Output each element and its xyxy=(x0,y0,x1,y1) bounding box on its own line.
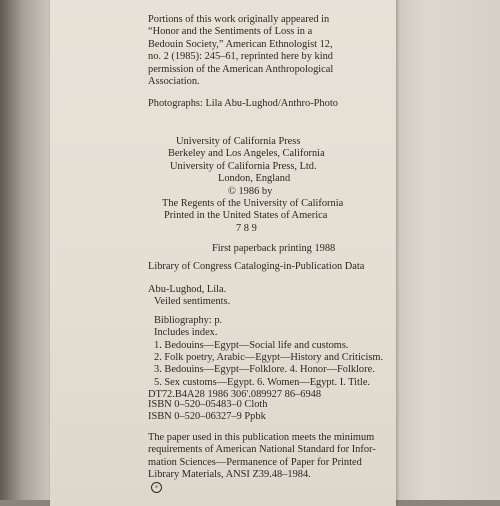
publisher-line: University of California Press xyxy=(176,136,301,147)
credits-line: Bedouin Society,” American Ethnologist 12, xyxy=(148,38,333,50)
isbn-paperback: ISBN 0–520–06327–9 Ppbk xyxy=(148,411,266,423)
publisher-line: The Regents of the University of California xyxy=(162,198,344,210)
cip-subject: 1. Bedouins—Egypt—Social life and customs. xyxy=(154,339,349,351)
cip-subject: 2. Folk poetry, Arabic—Egypt—History and Criticism. xyxy=(154,352,384,364)
credits-line: “Honor and the Sentiments of Loss in a xyxy=(148,26,313,38)
left-page-edge xyxy=(0,0,52,500)
cip-heading: Library of Congress Cataloging-in-Publication Data xyxy=(148,261,365,272)
printing-line: First paperback printing 1988 xyxy=(212,243,336,254)
cip-index: Includes index. xyxy=(154,327,218,339)
isbn-block xyxy=(148,399,268,424)
cip-classification: DT72.B4A28 1986 306'.089927 86–6948 xyxy=(148,389,322,401)
copyright-page xyxy=(50,0,396,506)
publisher-line: University of California Press, Ltd. xyxy=(170,160,317,172)
credits-line: Association. xyxy=(148,76,200,88)
cip-subject: 3. Bedouins—Egypt—Folklore. 4. Honor—Folklore. xyxy=(154,364,375,376)
publisher-line: © 1986 by xyxy=(228,185,273,197)
credits-block xyxy=(148,14,333,88)
publisher-line: Berkeley and Los Angeles, California xyxy=(168,148,325,160)
cip-author: Abu-Lughod, Lila. xyxy=(148,284,227,295)
cip-block xyxy=(148,284,383,402)
publisher-line: 7 8 9 xyxy=(236,222,257,234)
paper-note-line: Library Materials, ANSI Z39.48–1984. xyxy=(148,469,311,481)
paper-note-line: mation Sciences—Permanence of Paper for Printed xyxy=(148,456,362,468)
credits-line: no. 2 (1985): 245–61, reprinted here by kind xyxy=(148,51,333,63)
photographs-credit: Photographs: Lila Abu-Lughod/Anthro-Photo xyxy=(148,98,338,109)
bleed-through-text xyxy=(258,0,378,10)
publisher-line: London, England xyxy=(218,173,291,185)
paper-note-last-line xyxy=(148,469,376,492)
cip-title: Veiled sentiments. xyxy=(154,296,231,308)
cip-bibliography: Bibliography: p. xyxy=(154,314,223,326)
credits-line: Portions of this work originally appeared in xyxy=(148,14,330,25)
paper-note-line: The paper used in this publication meets the minimum xyxy=(148,432,375,443)
publisher-block xyxy=(162,136,343,235)
isbn-cloth: ISBN 0–520–05483–0 Cloth xyxy=(148,399,268,410)
infinity-symbol: ∞ xyxy=(151,482,162,493)
credits-line: permission of the American Anthropological xyxy=(148,63,334,75)
facing-page xyxy=(392,0,500,500)
paper-note-line: requirements of American National Standard for Infor- xyxy=(148,444,376,456)
publisher-line: Printed in the United States of America xyxy=(164,210,328,222)
cip-subject: 5. Sex customs—Egypt. 6. Women—Egypt. I. Title. xyxy=(154,376,371,388)
paper-note xyxy=(148,432,376,493)
